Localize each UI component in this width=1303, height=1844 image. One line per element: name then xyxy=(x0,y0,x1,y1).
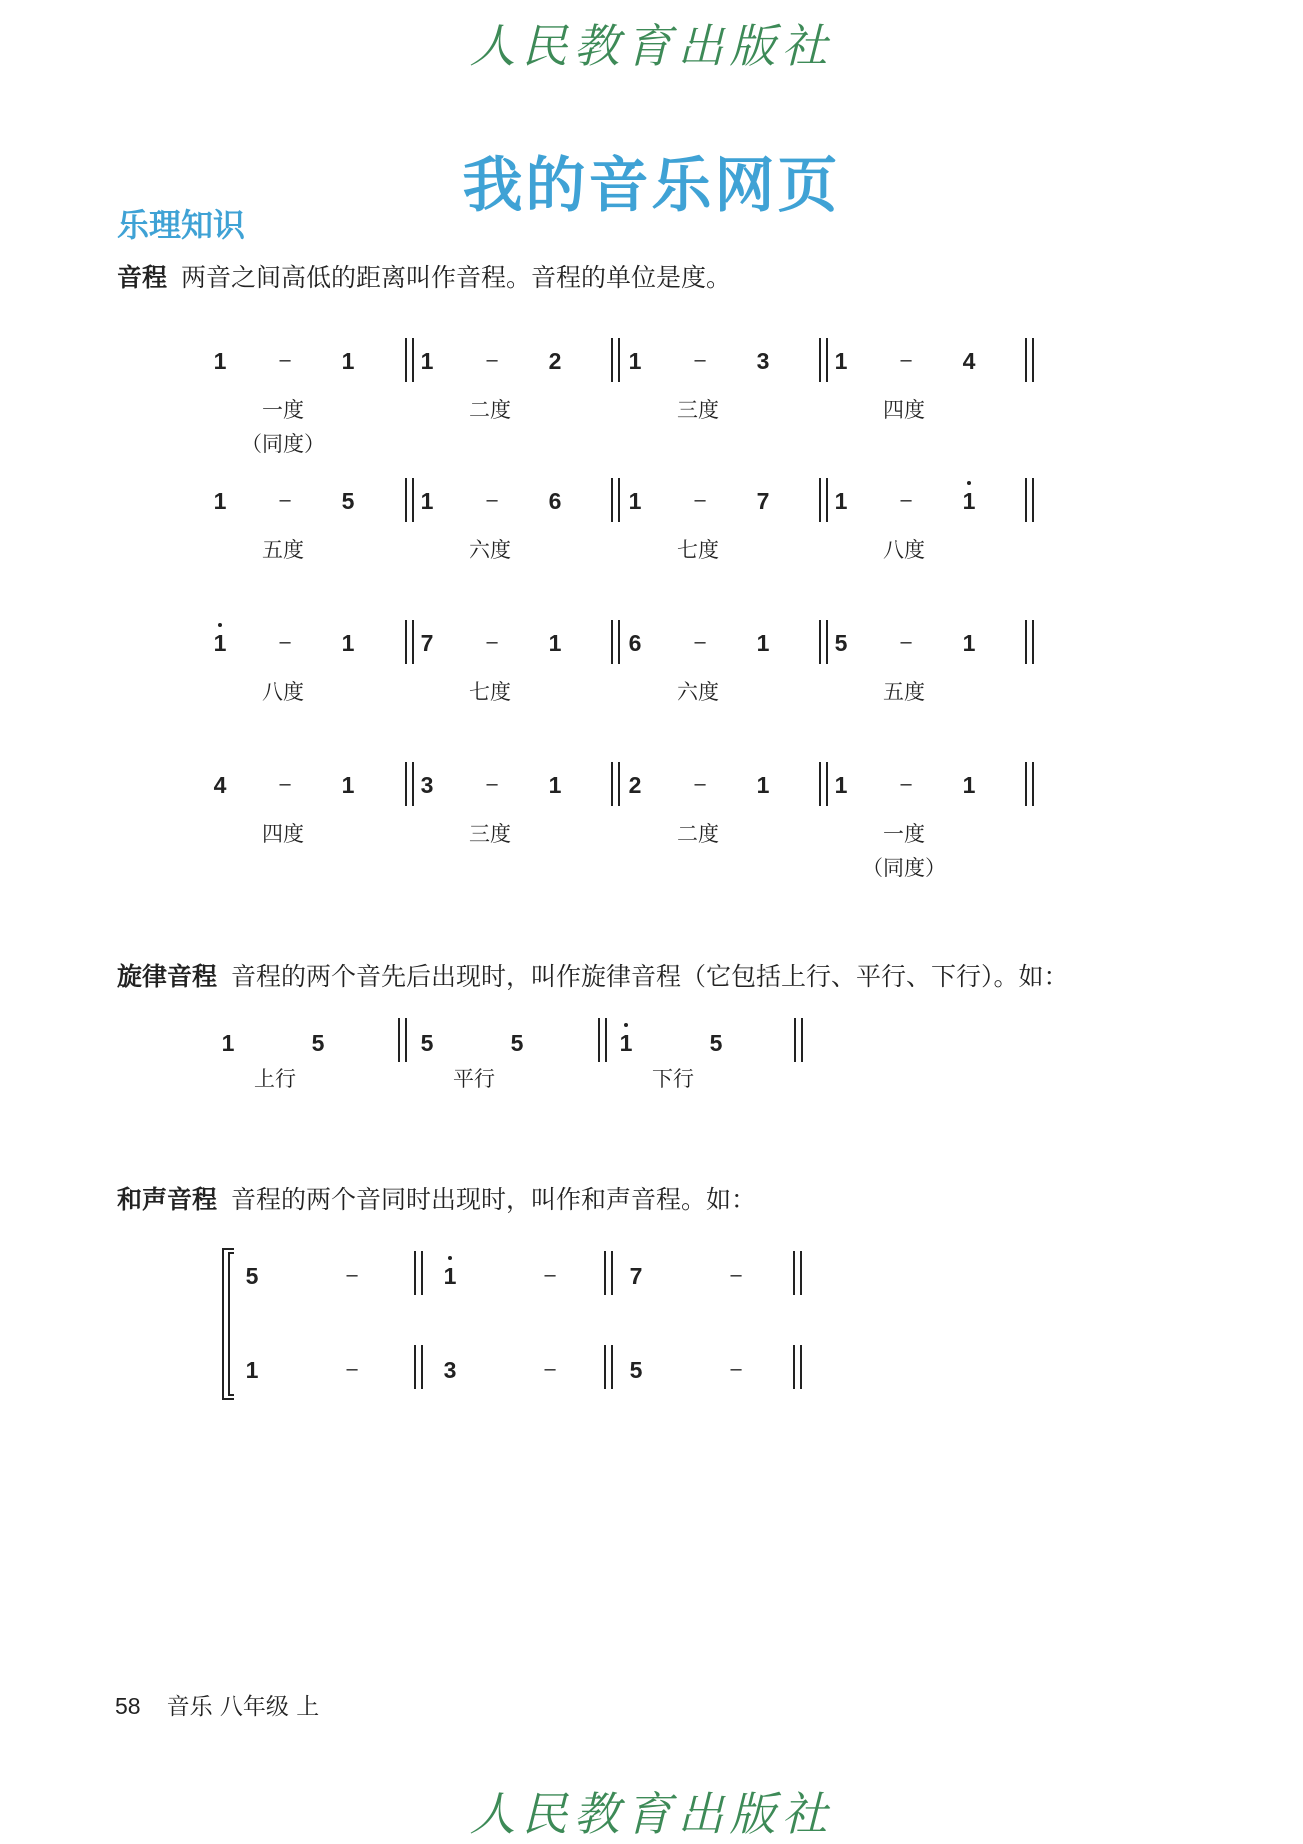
interval-r3-m1-note-b: 1 xyxy=(548,772,562,798)
interval-r2-m3-note-b: 1 xyxy=(962,630,976,656)
page-number: 58 xyxy=(115,1693,141,1719)
melodic-term: 旋律音程 xyxy=(117,962,218,991)
interval-r1-m1-dash: – xyxy=(486,489,498,511)
interval-r3-m3-note-b: 1 xyxy=(962,772,976,798)
interval-r1-m1-label: 六度 xyxy=(469,538,511,562)
harmonic-0-dash-top: – xyxy=(346,1264,358,1286)
interval-r1-m0-label: 五度 xyxy=(262,538,304,562)
interval-r1-m2-note-a: 1 xyxy=(628,488,642,514)
interval-r0-m3-note-b: 4 xyxy=(962,348,976,374)
publisher-watermark-bottom: 人民教育出版社 xyxy=(469,1787,834,1841)
interval-r3-m1-dash: – xyxy=(486,773,498,795)
interval-r3-m1-note-a: 3 xyxy=(420,772,434,798)
harmonic-0-note-bottom: 1 xyxy=(245,1357,259,1383)
interval-r2-m3-dash: – xyxy=(900,631,912,653)
interval-r2-m2-dash: – xyxy=(694,631,706,653)
interval-r0-m3-dash: – xyxy=(900,349,912,371)
interval-r1-m3-note-b-high-dot xyxy=(967,481,971,485)
interval-term: 音程 xyxy=(117,263,168,292)
harmonic-2-note-top: 7 xyxy=(629,1263,643,1289)
harmonic-term: 和声音程 xyxy=(117,1185,218,1214)
melodic-1-note-a: 5 xyxy=(420,1030,434,1056)
interval-r2-m0-label: 八度 xyxy=(262,680,304,704)
interval-r3-m3-note-a: 1 xyxy=(834,772,848,798)
publisher-watermark-top: 人民教育出版社 xyxy=(469,19,834,73)
harmonic-text: 音程的两个音同时出现时，叫作和声音程。如： xyxy=(231,1185,757,1214)
interval-r0-m3-label: 四度 xyxy=(883,398,925,422)
melodic-text: 音程的两个音先后出现时，叫作旋律音程（它包括上行、平行、下行）。如： xyxy=(231,962,1069,991)
interval-r2-m3-note-a: 5 xyxy=(834,630,848,656)
interval-r2-m2-note-a: 6 xyxy=(628,630,642,656)
interval-r3-m3-label: 一度 xyxy=(883,822,925,846)
interval-r2-barline-3 xyxy=(1025,620,1037,664)
interval-r1-m3-note-a: 1 xyxy=(834,488,848,514)
melodic-0-label: 上行 xyxy=(254,1067,296,1091)
interval-r0-m1-note-a: 1 xyxy=(420,348,434,374)
interval-r3-m0-label: 四度 xyxy=(262,822,304,846)
interval-r2-m3-label: 五度 xyxy=(883,680,925,704)
interval-r3-barline-3 xyxy=(1025,762,1037,806)
melodic-1-label: 平行 xyxy=(453,1067,495,1091)
interval-r0-m2-note-b: 3 xyxy=(756,348,770,374)
harmonic-0-dash-bottom: – xyxy=(346,1358,358,1380)
interval-r2-m1-note-b: 1 xyxy=(548,630,562,656)
interval-r0-m1-label: 二度 xyxy=(469,398,511,422)
harmonic-2-dash-bottom: – xyxy=(730,1358,742,1380)
interval-r0-m3-note-a: 1 xyxy=(834,348,848,374)
interval-r0-m2-label: 三度 xyxy=(677,398,719,422)
melodic-barline-0 xyxy=(398,1018,410,1062)
interval-r1-m2-dash: – xyxy=(694,489,706,511)
page-title: 我的音乐网页 xyxy=(462,151,841,221)
harmonic-2-dash-top: – xyxy=(730,1264,742,1286)
interval-r3-m2-note-a: 2 xyxy=(628,772,642,798)
interval-r3-m0-note-a: 4 xyxy=(213,772,227,798)
interval-definition xyxy=(117,258,731,294)
interval-r2-m0-note-b: 1 xyxy=(341,630,355,656)
melodic-2-note-a-high-dot xyxy=(624,1023,628,1027)
interval-r2-m2-label: 六度 xyxy=(677,680,719,704)
harmonic-barline-bottom-0 xyxy=(414,1345,426,1389)
interval-r2-m1-dash: – xyxy=(486,631,498,653)
interval-r0-m0-label: 一度 xyxy=(262,398,304,422)
interval-r0-m0-sublabel: （同度） xyxy=(241,432,325,456)
interval-r3-m3-dash: – xyxy=(900,773,912,795)
interval-r1-m2-note-b: 7 xyxy=(756,488,770,514)
interval-r3-m2-dash: – xyxy=(694,773,706,795)
interval-r1-m1-note-a: 1 xyxy=(420,488,434,514)
interval-r0-barline-3 xyxy=(1025,338,1037,382)
melodic-barline-2 xyxy=(794,1018,806,1062)
page-footer xyxy=(115,1688,319,1721)
interval-r2-m1-note-a: 7 xyxy=(420,630,434,656)
melodic-barline-1 xyxy=(598,1018,610,1062)
interval-r1-m0-dash: – xyxy=(279,489,291,511)
interval-r0-m1-note-b: 2 xyxy=(548,348,562,374)
interval-r3-m2-label: 二度 xyxy=(677,822,719,846)
book-title: 音乐 八年级 上 xyxy=(166,1694,320,1720)
harmonic-barline-top-2 xyxy=(793,1251,805,1295)
harmonic-barline-bottom-1 xyxy=(604,1345,616,1389)
melodic-1-note-b: 5 xyxy=(510,1030,524,1056)
interval-r1-m1-note-b: 6 xyxy=(548,488,562,514)
interval-r1-m3-dash: – xyxy=(900,489,912,511)
interval-r3-m3-sublabel: （同度） xyxy=(862,856,946,880)
interval-r0-m0-dash: – xyxy=(279,349,291,371)
harmonic-brace-inner xyxy=(228,1252,234,1396)
harmonic-barline-top-1 xyxy=(604,1251,616,1295)
interval-r3-m0-note-b: 1 xyxy=(341,772,355,798)
interval-r2-m0-note-a-high-dot xyxy=(218,623,222,627)
harmonic-barline-top-0 xyxy=(414,1251,426,1295)
melodic-2-note-b: 5 xyxy=(709,1030,723,1056)
interval-r0-m2-note-a: 1 xyxy=(628,348,642,374)
interval-text: 两音之间高低的距离叫作音程。音程的单位是度。 xyxy=(181,263,732,292)
melodic-2-label: 下行 xyxy=(652,1067,694,1091)
harmonic-0-note-top: 5 xyxy=(245,1263,259,1289)
harmonic-2-note-bottom: 5 xyxy=(629,1357,643,1383)
interval-r0-m1-dash: – xyxy=(486,349,498,371)
melodic-2-note-a: 1 xyxy=(619,1030,633,1056)
interval-r1-m0-note-b: 5 xyxy=(341,488,355,514)
interval-r0-m0-note-a: 1 xyxy=(213,348,227,374)
interval-r2-m2-note-b: 1 xyxy=(756,630,770,656)
harmonic-definition xyxy=(117,1180,756,1216)
interval-r0-m2-dash: – xyxy=(694,349,706,371)
interval-r1-m0-note-a: 1 xyxy=(213,488,227,514)
interval-r2-m0-note-a: 1 xyxy=(213,630,227,656)
harmonic-1-dash-top: – xyxy=(544,1264,556,1286)
interval-r2-m1-label: 七度 xyxy=(469,680,511,704)
harmonic-1-note-bottom: 3 xyxy=(443,1357,457,1383)
harmonic-barline-bottom-2 xyxy=(793,1345,805,1389)
harmonic-1-dash-bottom: – xyxy=(544,1358,556,1380)
harmonic-1-note-top-high-dot xyxy=(448,1256,452,1260)
melodic-definition xyxy=(117,957,1069,993)
melodic-0-note-b: 5 xyxy=(311,1030,325,1056)
interval-r1-barline-3 xyxy=(1025,478,1037,522)
section-heading: 乐理知识 xyxy=(117,206,246,244)
interval-r1-m3-label: 八度 xyxy=(883,538,925,562)
interval-r3-m0-dash: – xyxy=(279,773,291,795)
interval-r2-m0-dash: – xyxy=(279,631,291,653)
interval-r3-m2-note-b: 1 xyxy=(756,772,770,798)
interval-r1-m2-label: 七度 xyxy=(677,538,719,562)
interval-r0-m0-note-b: 1 xyxy=(341,348,355,374)
harmonic-1-note-top: 1 xyxy=(443,1263,457,1289)
interval-r3-m1-label: 三度 xyxy=(469,822,511,846)
interval-r1-m3-note-b: 1 xyxy=(962,488,976,514)
melodic-0-note-a: 1 xyxy=(221,1030,235,1056)
